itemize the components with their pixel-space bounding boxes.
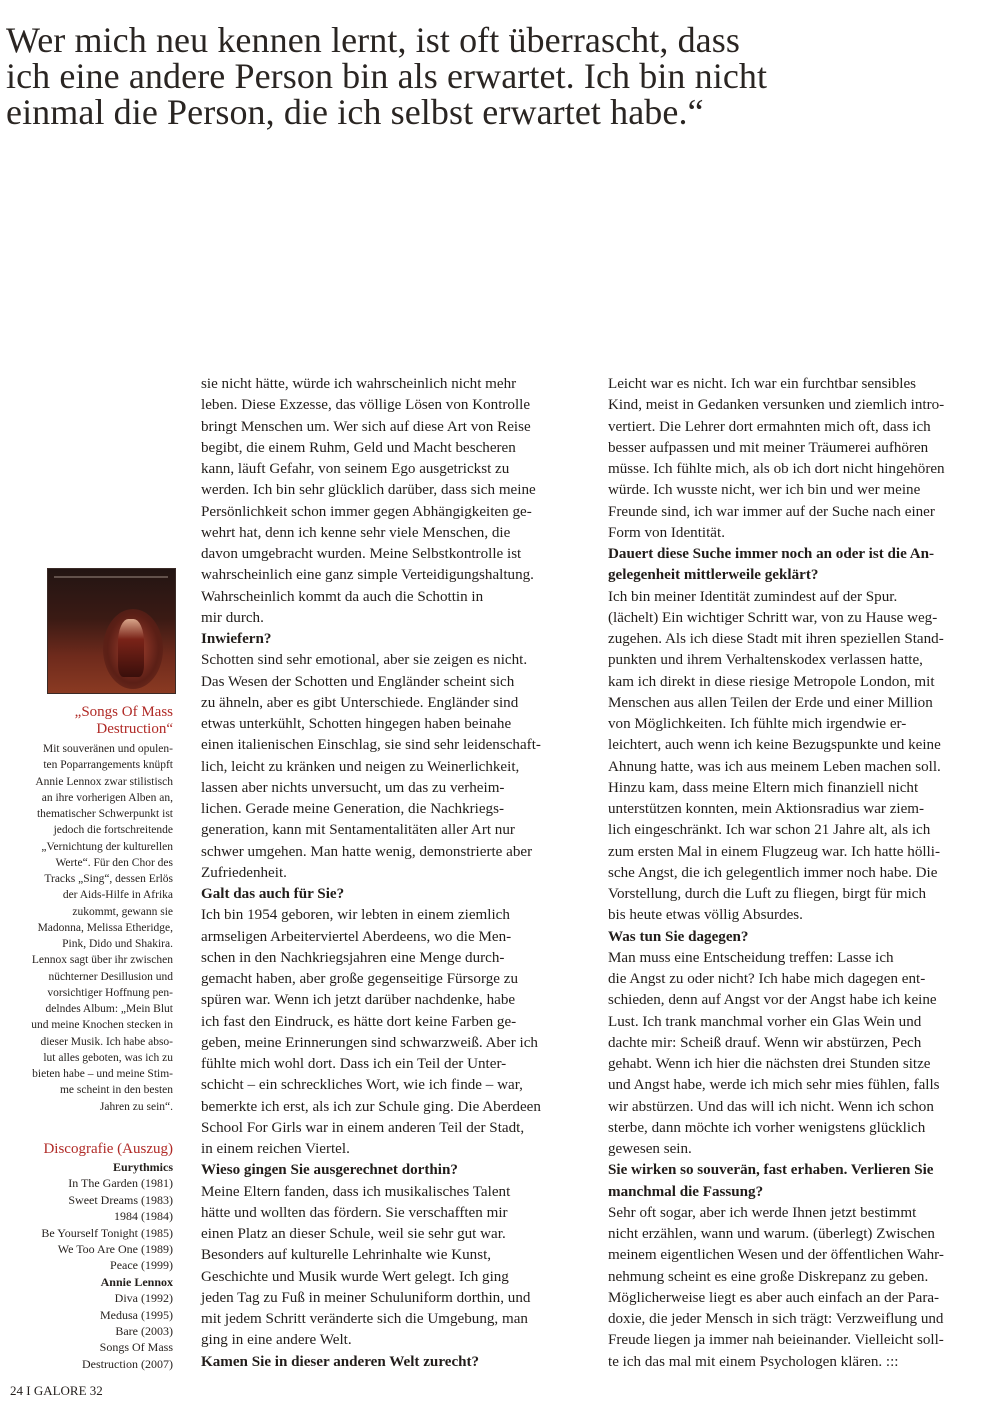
article-line: Lust. Ich trank manchmal vorher ein Glas Wein und <box>608 1013 922 1030</box>
discography-item: 1984 (1984) <box>114 1209 173 1224</box>
sidebar-review-text <box>5 741 173 1115</box>
article-line: und Angst habe, werde ich mich sehr mies fühlen, falls <box>608 1077 940 1094</box>
sidebar-text-line: me scheint in den besten <box>59 1084 173 1097</box>
sidebar-text-line: Madonna, Melissa Etheridge, <box>37 921 173 934</box>
sidebar-text-line: bieten habe – und meine Stim- <box>32 1068 173 1080</box>
sidebar-text-line: zukommt, gewann sie <box>72 905 173 918</box>
article-line: besser aufpassen und mit meiner Träumerei aufhören <box>608 439 929 456</box>
article-line: Wieso gingen Sie ausgerechnet dorthin? <box>201 1162 458 1179</box>
article-line: lassen aber nichts unversucht, um das zu verheim- <box>201 779 505 796</box>
article-line: Sehr oft sogar, aber ich werde Ihnen jetzt bestimmt <box>608 1204 917 1221</box>
sidebar-text-line: und meine Knochen stecken in <box>31 1019 173 1032</box>
article-line: Das Wesen der Schotten und Engländer scheint sich <box>201 673 515 690</box>
article-line: bis heute etwas völlig Absurdes. <box>608 907 803 924</box>
discography-list <box>5 1159 173 1372</box>
page-folio: 24 I GALORE 32 <box>10 1383 103 1398</box>
article-line: Besonders auf kulturelle Lehrinhalte wie Kunst, <box>201 1247 492 1264</box>
article-line: leichtert, auch wenn ich keine Bezugspunkte und keine <box>608 737 941 754</box>
article-line: nehmung scheint es eine große Diskrepanz zu geben. <box>608 1268 929 1285</box>
article-line: werden. Ich bin sehr glücklich darüber, dass sich meine <box>201 482 536 499</box>
article-line: spüren war. Wenn ich jetzt darüber nachdenke, habe <box>201 992 516 1009</box>
sidebar-text-line: ten Poparrangements knüpft <box>43 759 173 772</box>
article-line: (lächelt) Ein wichtiger Schritt war, von zu Hause weg- <box>608 609 938 626</box>
article-line: Menschen aus allen Teilen der Erde und einer Million <box>608 694 933 711</box>
article-line: manchmal die Fassung? <box>608 1183 764 1200</box>
article-line: bringt Menschen um. Wer sich auf diese Art von Reise <box>201 418 531 435</box>
article-line: sie nicht hätte, würde ich wahrscheinlich nicht mehr <box>201 376 517 392</box>
article-line: wir abstürzen. Und das will ich nicht. Wenn ich schon <box>608 1098 934 1115</box>
article-line: würde. Ich wusste nicht, wer ich bin und wer meine <box>608 482 921 499</box>
discography-item: Annie Lennox <box>100 1274 173 1289</box>
article-line: lich, leicht zu kränken und neigen zu Weinerlichkeit, <box>201 758 520 775</box>
article-line: hätte und wollten das fördern. Sie verschafften mir <box>201 1204 508 1221</box>
sidebar-title-line: „Songs Of Mass <box>74 704 173 720</box>
article-line: etwas unterkühlt, Schotten hingegen haben beinahe <box>201 716 512 732</box>
article-line: schieden, denn auf Angst vor der Angst habe ich keine <box>608 992 937 1009</box>
article-line: dachte mir: Scheiß drauf. Wenn wir abstürzen, Pech <box>608 1034 922 1051</box>
article-line: kann, läuft Gefahr, von seinem Ego ausgetrickst zu <box>201 461 510 477</box>
article-line: Man muss eine Entscheidung treffen: Lasse ich <box>608 949 894 966</box>
article-line: einen Platz an dieser Schule, weil sie sehr gut war. <box>201 1226 506 1242</box>
article-line: einen italienischen Einschlag, sie sind sehr leidenschaft- <box>201 737 541 754</box>
sidebar-text-line: jedoch die fortschreitende <box>53 824 173 837</box>
article-line: Wahrscheinlich kommt da auch die Schottin in <box>201 588 484 605</box>
article-column-2 <box>608 374 994 1373</box>
article-line: Freunde sind, ich war immer auf der Suche nach einer <box>608 503 935 520</box>
article-line: Vorstellung, durch die Luft zu fliegen, birgt für mich <box>608 886 927 902</box>
discography-item: We Too Are One (1989) <box>57 1242 173 1257</box>
article-line: Kamen Sie in dieser anderen Welt zurecht? <box>201 1353 480 1370</box>
article-line: sterbe, dann möchte ich vorher wenigstens glücklich <box>608 1119 926 1136</box>
article-line: ich fast den Eindruck, es hätte dort keine Farben ge- <box>201 1013 517 1030</box>
article-line: gewesen sein. <box>608 1141 692 1157</box>
article-column-1 <box>201 374 583 1373</box>
article-line: leben. Diese Exzesse, das völlige Lösen von Kontrolle <box>201 397 531 414</box>
quote-line: Wer mich neu kennen lernt, ist oft überrascht, dass <box>6 20 740 60</box>
sidebar-text-line: Pink, Dido und Shakira. <box>62 938 173 950</box>
article-line: in einem reichen Viertel. <box>201 1141 350 1157</box>
article-line: nicht erzählen, wann und warum. (überlegt) Zwischen <box>608 1226 935 1242</box>
article-line: Persönlichkeit schon immer gegen Abhängigkeiten ge- <box>201 503 532 520</box>
article-line: Leicht war es nicht. Ich war ein furchtbar sensibles <box>608 376 917 392</box>
sidebar-text-line: thematischer Schwerpunkt ist <box>36 808 173 820</box>
sidebar-text-line: lut alles geboten, was ich zu <box>43 1051 173 1064</box>
sidebar-text-line: Annie Lennox zwar stilistisch <box>35 775 173 788</box>
sidebar-text-line: Tracks „Sing“, dessen Erlös <box>44 873 173 885</box>
article-line: Was tun Sie dagegen? <box>608 928 749 945</box>
article-line: te ich das mal mit einem Psychologen klären. ::: <box>608 1353 899 1370</box>
article-line: zugehen. Als ich diese Stadt mit ihren speziellen Stand- <box>608 631 944 647</box>
article-line: meinem eigentlichen Wesen und der öffentlichen Wahr- <box>608 1247 944 1264</box>
sidebar-text-line: an ihre vorherigen Alben an, <box>41 791 173 804</box>
discography-item: Songs Of Mass <box>99 1340 173 1355</box>
article-line: Galt das auch für Sie? <box>201 886 345 902</box>
discography-item: Eurythmics <box>113 1160 173 1174</box>
article-line: gehabt. Wenn ich hier die nächsten drei Stunden sitze <box>608 1056 931 1072</box>
article-line: die Angst zu oder nicht? Ich habe mich dagegen ent- <box>608 971 926 987</box>
article-line: sche Angst, die ich gelegentlich immer noch habe. Die <box>608 864 938 881</box>
article-line: gemacht haben, aber große gegenseitige Fürsorge zu <box>201 971 518 987</box>
article-line: wehrt hat, denn ich kenne sehr viele Menschen, die <box>201 524 511 541</box>
sidebar-title-line: Destruction“ <box>96 721 173 737</box>
article-line: mir durch. <box>201 609 264 626</box>
article-line: doxie, die jeder Mensch in sich trägt: Verzweiflung und <box>608 1311 944 1327</box>
article-line: vertiert. Die Lehrer dort ermahnten mich oft, dass ich <box>608 418 931 435</box>
article-line: gelegenheit mittlerweile geklärt? <box>608 567 819 584</box>
article-line: geben, meine Erinnerungen sind schwarzweiß. Aber ich <box>201 1034 538 1051</box>
article-line: Ich bin 1954 geboren, wir lebten in einem ziemlich <box>201 907 510 924</box>
article-line: Schotten sind sehr emotional, aber sie zeigen es nicht. <box>201 652 528 669</box>
article-line: lichen. Gerade meine Generation, die Nachkriegs- <box>201 801 504 817</box>
article-line: ging in eine andere Welt. <box>201 1332 352 1349</box>
article-line: Sie wirken so souverän, fast erhaben. Verlieren Sie <box>608 1162 934 1179</box>
article-line: Kind, meist in Gedanken versunken und ziemlich intro- <box>608 397 945 414</box>
sidebar-text-line: der Aids-Hilfe in Afrika <box>62 889 173 902</box>
article-line: schwer umgehen. Man hatte wenig, demonstrierte aber <box>201 843 533 860</box>
article-line: Zufriedenheit. <box>201 864 287 881</box>
article-line: generation, kann mit Sentamentalitäten aller Art nur <box>201 822 515 839</box>
article-line: School For Girls war in einem anderen Teil der Stadt, <box>201 1119 525 1136</box>
sidebar-text-line: Werte“. Für den Chor des <box>55 856 173 869</box>
quote-line: einmal die Person, die ich selbst erwartet habe.“ <box>6 92 704 132</box>
article-line: mit jedem Schritt veränderte sich die Umgebung, man <box>201 1311 528 1327</box>
sidebar-text-line: delndes Album: „Mein Blut <box>45 1003 173 1015</box>
article-line: Ich bin meiner Identität zumindest auf der Spur. <box>608 588 898 605</box>
discography-item: Diva (1992) <box>114 1291 173 1306</box>
article-line: Meine Eltern fanden, dass ich musikalisches Talent <box>201 1183 511 1200</box>
article-line: schicht – ein schreckliches Wort, wie ich finde – war, <box>201 1077 523 1094</box>
article-line: bemerkte ich erst, als ich zur Schule ging. Die Aberdeen <box>201 1098 541 1115</box>
article-line: jeden Tag zu Fuß in meiner Schuluniform dorthin, und <box>201 1289 531 1306</box>
article-line: von Möglichkeiten. Ich fühlte mich irgendwie er- <box>608 716 907 732</box>
discography-item: In The Garden (1981) <box>68 1176 173 1191</box>
discography-item: Peace (1999) <box>110 1258 173 1273</box>
quote-line: ich eine andere Person bin als erwartet. Ich bin nicht <box>6 56 768 96</box>
article-line: Ahnung hatte, was ich aus meinem Leben machen soll. <box>608 758 941 775</box>
article-line: punkten und ihrem Verhaltenskodex verlassen hatte, <box>608 652 923 669</box>
article-line: davon umgebracht wurden. Meine Selbstkontrolle ist <box>201 546 522 562</box>
article-line: Dauert diese Suche immer noch an oder ist die An- <box>608 546 935 562</box>
album-cover-image <box>47 568 176 694</box>
sidebar-text-line: „Vernichtung der kulturellen <box>41 840 173 853</box>
sidebar-text-line: Lennox sagt über ihr zwischen <box>31 954 173 967</box>
sidebar-text-line: dieser Musik. Ich habe abso- <box>40 1035 173 1048</box>
discography-item: Medusa (1995) <box>100 1307 173 1322</box>
article-line: müsse. Ich fühlte mich, als ob ich dort nicht hingehören <box>608 461 945 477</box>
pull-quote <box>6 22 996 130</box>
article-line: begibt, die einem Ruhm, Geld und Macht bescheren <box>201 439 516 456</box>
sidebar-text-line: Jahren zu sein“. <box>99 1100 173 1113</box>
article-line: unterstützen konnten, mein Aktionsradius war ziem- <box>608 801 925 817</box>
article-line: kam ich direkt in diese riesige Metropole London, mit <box>608 673 935 690</box>
article-line: Möglicherweise liegt es aber auch einfach an der Para- <box>608 1289 940 1306</box>
article-line: schen in den Nachkriegsjahren eine Menge durch- <box>201 949 505 966</box>
discography-item: Destruction (2007) <box>82 1356 173 1371</box>
article-line: zu ähneln, aber es gibt Unterschiede. Engländer sind <box>201 694 519 711</box>
article-line: lich eingeschränkt. Ich war schon 21 Jahre alt, als ich <box>608 822 931 839</box>
discography-item: Be Yourself Tonight (1985) <box>41 1225 173 1240</box>
article-line: armseligen Arbeiterviertel Aberdeens, wo die Men- <box>201 928 512 945</box>
article-line: zum ersten Mal in einem Flugzeug war. Ich hatte hölli- <box>608 843 940 860</box>
discography-item: Sweet Dreams (1983) <box>68 1192 173 1207</box>
article-line: wahrscheinlich eine ganz simple Verteidigungshaltung. <box>201 567 534 584</box>
article-line: Inwiefern? <box>201 631 272 647</box>
discography-item: Bare (2003) <box>115 1324 173 1339</box>
article-line: fühlte mich wohl dort. Dass ich ein Teil der Unter- <box>201 1056 507 1072</box>
article-line: Form von Identität. <box>608 524 725 541</box>
discography-title: Discografie (Auszug) <box>43 1141 173 1157</box>
article-line: Hinzu kam, dass meine Eltern mich finanziell nicht <box>608 779 919 796</box>
article-line: Geschichte und Musik wurde Wert gelegt. Ich ging <box>201 1268 509 1285</box>
sidebar-text-line: vorsichtiger Hoffnung pen- <box>47 986 173 999</box>
sidebar-text-line: nüchterner Desillusion und <box>48 970 173 983</box>
sidebar-album-title <box>5 704 173 738</box>
article-line: Freude liegen ja immer nah beieinander. Vielleicht soll- <box>608 1332 944 1349</box>
sidebar-text-line: Mit souveränen und opulen- <box>43 743 173 755</box>
